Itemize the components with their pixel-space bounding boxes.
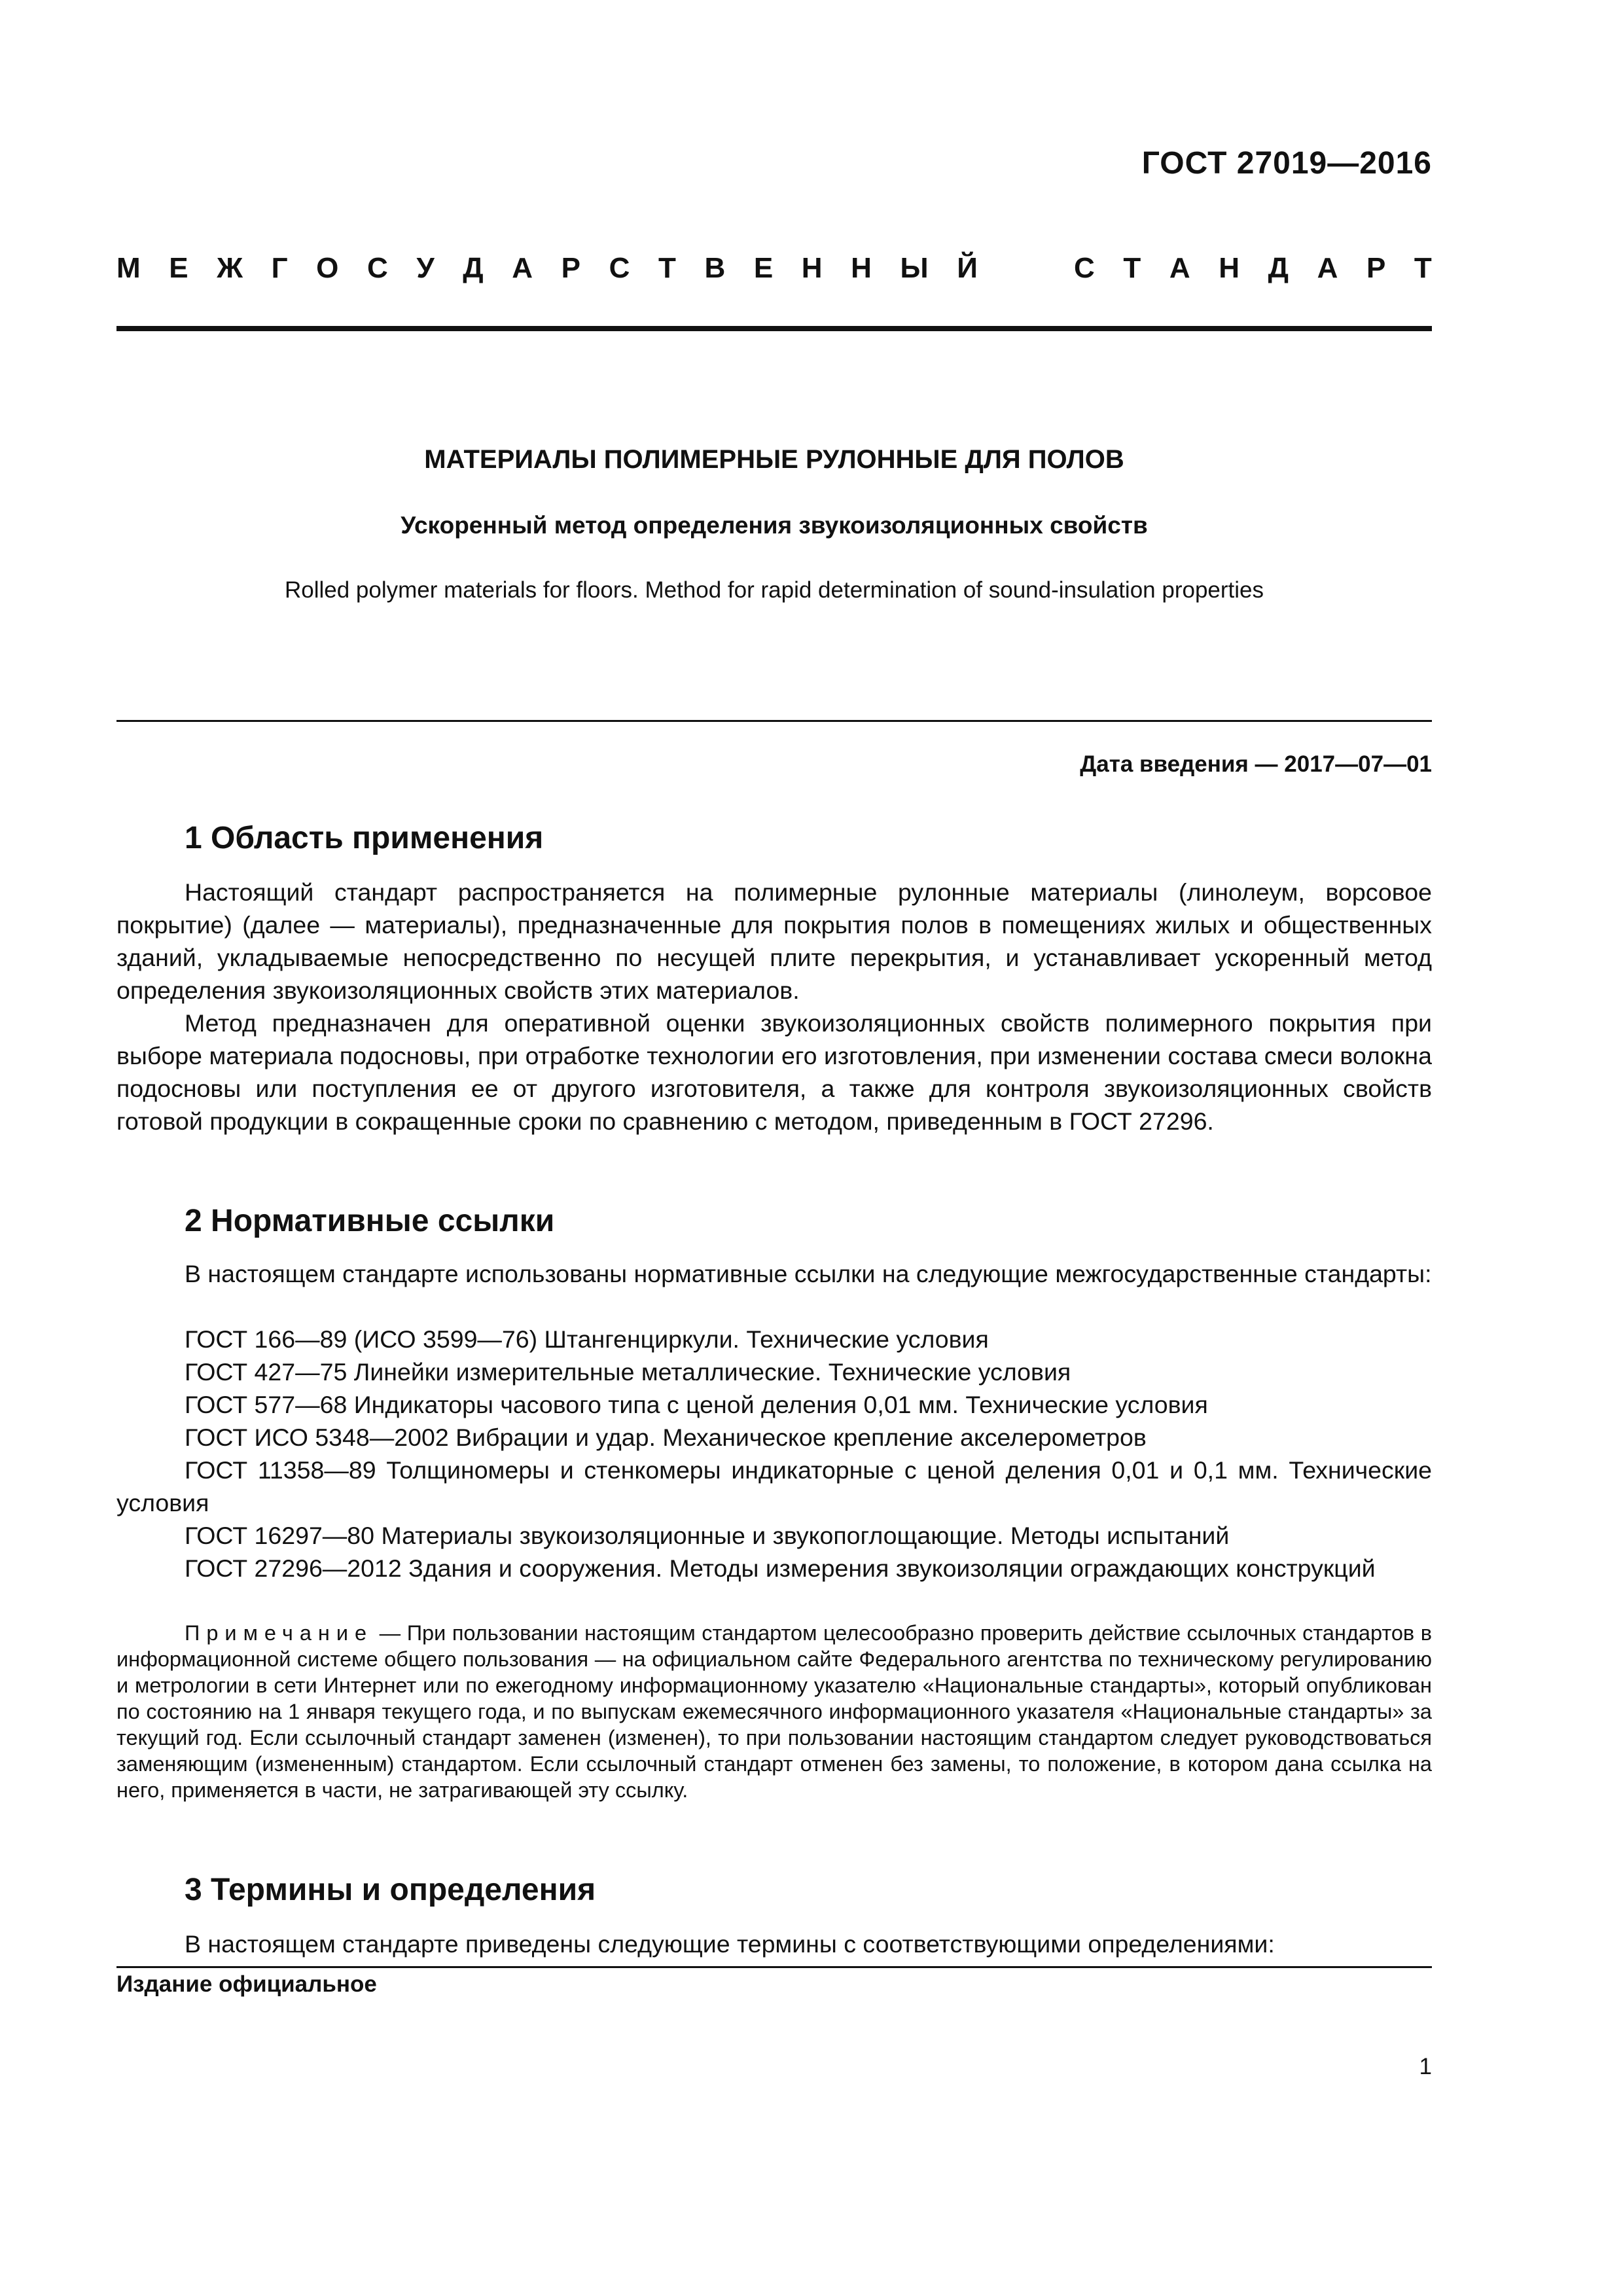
heading-letter: О xyxy=(316,252,339,284)
heading-letter: С xyxy=(609,252,630,284)
heading-letter: Е xyxy=(169,252,188,284)
standard-code: ГОСТ 27019—2016 xyxy=(1141,146,1432,181)
heading-letter: Д xyxy=(1268,252,1289,284)
section-heading: 3 Термины и определения xyxy=(185,1873,596,1907)
official-edition-label: Издание официальное xyxy=(116,1971,377,1997)
heading-letter: А xyxy=(512,252,533,284)
section-heading: 1 Область применения xyxy=(185,821,544,855)
heading-letter: Т xyxy=(658,252,676,284)
reference-item: ГОСТ 16297—80 Материалы звукоизоляционные и звукопоглощающие. Методы испытаний xyxy=(185,1522,1230,1549)
heading-letter: Е xyxy=(753,252,774,284)
document-subtitle: Ускоренный метод определения звукоизоляционных свойств xyxy=(401,512,1148,539)
paragraph: В настоящем стандарте использованы нормативные ссылки на следующие межгосударственные стандарты: xyxy=(185,1260,1432,1287)
reference-item: ГОСТ ИСО 5348—2002 Вибрации и удар. Механическое крепление акселерометров xyxy=(185,1424,1147,1451)
reference-item: ГОСТ 27296—2012 Здания и сооружения. Методы измерения звукоизоляции ограждающих конструкций xyxy=(185,1554,1376,1582)
header-rule xyxy=(116,326,1432,331)
note-text: — При пользовании настоящим стандартом целесообразно проверить действие ссылочных стандартов в информационной системе общего пользования — на официальном сайте Федерального агентства по техническому регулированию и метрологии в сети Интернет или по ежегодному информационному указателю «Национальные стандарты», который опубликован по состоянию на 1 января текущего года, и по выпускам ежемесячного информационного указателя «Национальные стандарты» за текущий год. Если ссылочный стандарт заменен (изменен), то при пользовании настоящим стандартом следует руководствоваться заменяющим (измененным) стандартом. Если ссылочный стандарт отменен без замены, то положение, в котором дана ссылка на него, применяется в части, не затрагивающей эту ссылку. xyxy=(116,1621,1432,1802)
heading-letter: Н xyxy=(1219,252,1240,284)
interstate-standard-heading xyxy=(116,249,1432,288)
heading-letter: Р xyxy=(1366,252,1386,284)
heading-letter: У xyxy=(416,252,435,284)
section-heading: 2 Нормативные ссылки xyxy=(185,1204,555,1238)
heading-letter: С xyxy=(366,252,388,284)
document-title: МАТЕРИАЛЫ ПОЛИМЕРНЫЕ РУЛОННЫЕ ДЛЯ ПОЛОВ xyxy=(424,445,1124,474)
heading-letter: А xyxy=(1169,252,1190,284)
note-label: Примечание xyxy=(185,1621,374,1645)
heading-letter: Ы xyxy=(900,252,929,284)
note xyxy=(116,1620,1432,1803)
paragraph: Настоящий стандарт распространяется на полимерные рулонные материалы (линолеум, ворсовое покрытие) (далее — материалы), предназначенные для покрытия полов в помещениях жилых и общественных зданий, укладываемые непосредственно по несущей плите перекрытия, и устанавливает ускоренный метод определения звукоизоляционных свойств этих материалов. xyxy=(116,878,1432,1004)
english-title: Rolled polymer materials for floors. Method for rapid determination of sound-insulation properties xyxy=(284,577,1264,603)
heading-letter: А xyxy=(1317,252,1338,284)
heading-letter: Р xyxy=(561,252,580,284)
footer-rule xyxy=(116,1966,1432,1968)
heading-letter: Д xyxy=(463,252,484,284)
title-rule xyxy=(116,720,1432,722)
heading-letter: Н xyxy=(801,252,823,284)
reference-item: ГОСТ 166—89 (ИСО 3599—76) Штангенциркули. Технические условия xyxy=(185,1325,989,1353)
heading-letter: Т xyxy=(1414,252,1432,284)
heading-letter: С xyxy=(1074,252,1095,284)
reference-item: ГОСТ 11358—89 Толщиномеры и стенкомеры индикаторные с ценой деления 0,01 и 0,1 мм. Технические условия xyxy=(116,1456,1432,1516)
heading-letter: Й xyxy=(957,252,978,284)
paragraph: Метод предназначен для оперативной оценки звукоизоляционных свойств полимерного покрытия при выборе материала подосновы, при отработке технологии его изготовления, при изменении состава смеси волокна подосновы или поступления ее от другого изготовителя, а также для контроля звукоизоляционных свойств готовой продукции в сокращенные сроки по сравнению с методом, приведенным в ГОСТ 27296. xyxy=(116,1009,1432,1135)
paragraph: В настоящем стандарте приведены следующие термины с соответствующими определениями: xyxy=(185,1930,1275,1958)
heading-letter: Н xyxy=(851,252,872,284)
heading-letter: Ж xyxy=(217,252,243,284)
heading-letter: Т xyxy=(1123,252,1141,284)
heading-letter: Г xyxy=(271,252,288,284)
reference-item: ГОСТ 577—68 Индикаторы часового типа с ценой деления 0,01 мм. Технические условия xyxy=(185,1391,1208,1418)
reference-item: ГОСТ 427—75 Линейки измерительные металлические. Технические условия xyxy=(185,1358,1071,1386)
heading-letter: М xyxy=(116,252,141,284)
heading-letter: В xyxy=(704,252,726,284)
introduction-date: Дата введения — 2017—07—01 xyxy=(1080,751,1432,777)
page-number: 1 xyxy=(1419,2054,1432,2079)
